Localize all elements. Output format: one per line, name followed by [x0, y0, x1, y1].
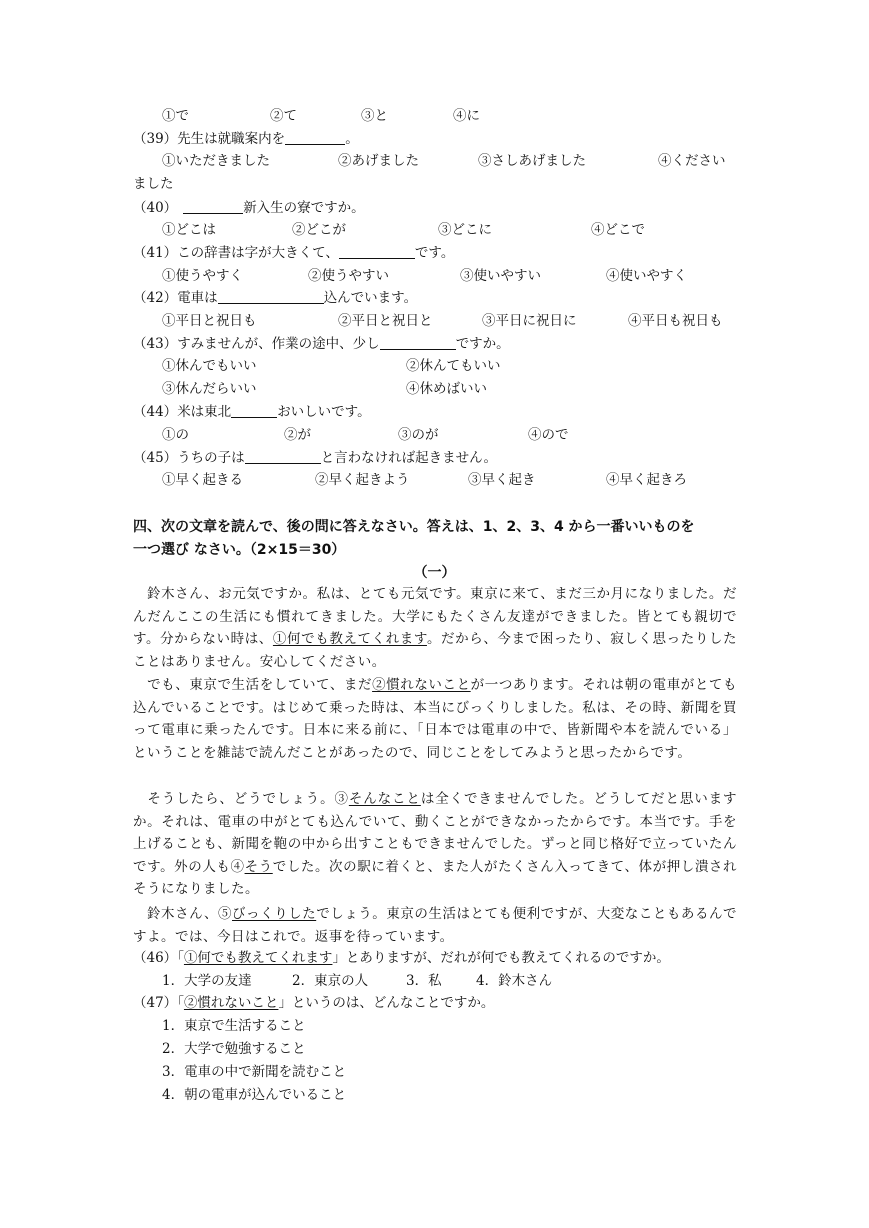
- question-text-end: おいしいです。: [277, 404, 371, 420]
- q46-option-2: 2．東京の人: [292, 973, 369, 989]
- q40-option-4: ④どこで: [591, 222, 645, 238]
- question-text: うちの子は: [177, 450, 245, 466]
- quoted-phrase: ①何でも教えてくれます: [183, 950, 333, 966]
- q39-option-4: ④ください: [658, 153, 726, 169]
- question-text: この辞書は字が大きくて、: [177, 245, 339, 261]
- question-text: 」というのは、どんなことですか。: [278, 995, 495, 1011]
- question-number: （41）: [133, 245, 178, 261]
- q42-option-3: ③平日に祝日に: [482, 313, 577, 329]
- question-number: （44）: [133, 404, 178, 420]
- question-number: （43）: [133, 336, 178, 352]
- q44-option-1: ①の: [162, 427, 189, 443]
- question-number: （45）: [133, 450, 178, 466]
- question-text: 米は東北: [177, 404, 232, 420]
- q45-option-3: ③早く起き: [468, 472, 536, 488]
- question-text: 先生は就職案内を: [177, 131, 286, 147]
- quoted-phrase: ②慣れないこと: [183, 995, 279, 1011]
- q47-stem: [133, 993, 494, 1013]
- q41-option-1: ①使うやすく: [162, 268, 243, 284]
- passage-paragraph-1: [133, 583, 737, 673]
- q43-option-3: ③休んだらいい: [162, 381, 257, 397]
- q39-option-2: ②あげました: [338, 153, 419, 169]
- q45-option-1: ①早く起きる: [162, 472, 243, 488]
- q41-stem: [133, 243, 454, 263]
- answer-blank: [218, 289, 324, 304]
- q47-option-3: 3．電車の中で新聞を読むこと: [162, 1064, 347, 1080]
- underlined-phrase-1: ①何でも教えてくれます: [272, 631, 427, 648]
- question-number: （47）: [133, 995, 178, 1011]
- q47-option-2: 2．大学で勉強すること: [162, 1041, 306, 1057]
- q38-option-2: ②て: [270, 108, 297, 124]
- q43-stem: [133, 334, 510, 354]
- q39-option-4-wrap: ました: [133, 176, 174, 192]
- q42-option-2: ②平日と祝日と: [338, 313, 433, 329]
- answer-blank: [231, 403, 277, 418]
- question-text: すみませんが、作業の途中、少し: [177, 336, 380, 352]
- passage-text: そうしたら、どうでしょう。③: [133, 791, 349, 807]
- question-text: 新入生の寮ですか。: [243, 200, 365, 216]
- question-text-end: と言わなければ起きません。: [320, 450, 497, 466]
- q43-option-2: ②休んてもいい: [406, 358, 501, 374]
- passage-subheading-text: （一）: [413, 565, 456, 581]
- q45-option-2: ②早く起きよう: [315, 472, 410, 488]
- q38-option-4: ④に: [453, 108, 480, 124]
- q47-option-1: 1．東京で生活すること: [162, 1018, 306, 1034]
- q45-option-4: ④早く起きろ: [606, 472, 687, 488]
- answer-blank: [285, 130, 345, 145]
- passage-text: は全くできませんでした。どうしてだと思いますか。それは、電車の中がとても込んでいて、動くことができなかったからです。本当です。手を上げることも、新聞を鞄の中から出すこともできませんでした。ずっと同じ格好で立っていたんです。外の人も④: [133, 791, 738, 875]
- underlined-phrase-2: ②慣れないこと: [372, 677, 471, 693]
- passage-text: でした。次の駅に着くと、また人がたくさん入ってきて、体が押し潰されそうになりました。: [133, 858, 738, 898]
- question-text-end: 込んでいます。: [323, 290, 418, 306]
- section-heading-line1: 四、次の文章を読んで、後の問に答えなさい。答えは、1、2、3、4 から一番いいものを: [133, 519, 695, 535]
- q46-option-1: 1．大学の友達: [162, 973, 252, 989]
- passage-text: でしょう。東京の生活はとても便利ですが、大変なこともあるんですよ。では、今日はこれで。返事を待っています。: [133, 906, 738, 945]
- question-text-end: 。: [345, 131, 359, 147]
- q39-option-3: ③さしあげました: [478, 153, 586, 169]
- q40-option-1: ①どこは: [162, 222, 216, 238]
- question-number: （40）: [133, 200, 178, 216]
- q44-stem: [133, 402, 371, 422]
- question-text-end: ですか。: [455, 336, 510, 352]
- q46-option-3: 3．私: [406, 973, 442, 989]
- q44-option-4: ④ので: [528, 427, 569, 443]
- passage-text: 。だから、今まで困ったり、寂しく思ったりしたことはありません。安心してください。: [133, 631, 738, 670]
- q42-option-4: ④平日も祝日も: [628, 313, 723, 329]
- question-text: 」とありますが、だれが何でも教えてくれるのですか。: [332, 950, 670, 966]
- q43-option-4: ④休めばいい: [406, 381, 487, 397]
- q40-option-2: ②どこが: [292, 222, 346, 238]
- q42-stem: [133, 288, 417, 308]
- underlined-phrase-4: そう: [244, 858, 273, 875]
- q45-stem: [133, 448, 497, 468]
- question-number: （42）: [133, 290, 178, 306]
- q40-option-3: ③どこに: [438, 222, 492, 238]
- question-number: （39）: [133, 131, 178, 147]
- passage-paragraph-3: [133, 788, 737, 901]
- q41-option-2: ②使うやすい: [308, 268, 389, 284]
- q43-option-1: ①休んでもいい: [162, 358, 257, 374]
- answer-blank: [183, 199, 243, 214]
- q46-stem: [133, 948, 670, 968]
- underlined-phrase-3: そんなこと: [348, 791, 421, 807]
- passage-subheading: [0, 563, 869, 583]
- answer-blank: [380, 335, 456, 350]
- q40-stem: [133, 198, 365, 218]
- question-number: （46）: [133, 950, 178, 966]
- question-text-end: です。: [414, 245, 455, 261]
- quote-open: 「: [177, 995, 184, 1011]
- passage-text: 鈴木さん、お元気ですか。私は、とても元気です。東京に来て、まだ三か月になりました。だんだんここの生活にも慣れてきました。大学にもたくさん友達ができました。皆とても親切です。分からない時は、: [133, 586, 737, 648]
- answer-blank: [339, 244, 415, 259]
- passage-paragraph-2: [133, 674, 737, 764]
- passage-paragraph-4: [133, 903, 737, 948]
- q38-option-1: ①で: [162, 108, 189, 124]
- q41-option-3: ③使いやすい: [460, 268, 541, 284]
- q38-option-3: ③と: [361, 108, 388, 124]
- section-heading-line2: 一つ選び なさい。（2×15＝30）: [133, 542, 346, 558]
- q39-stem: [133, 129, 359, 149]
- question-text: 電車は: [177, 290, 218, 306]
- underlined-phrase-5: びっくりした: [232, 906, 317, 922]
- passage-text: が一つあります。それは朝の電車がとても込んでいることです。はじめて乗った時は、本当にびっくりしました。私は、その時、新聞を買って電車に乗ったんです。日本に来る前に、「日本では電車の中で、皆新聞や本を読んでいる」ということを雑誌で読んだことがあったので、同じことをしてみようと思ったからです。: [133, 677, 738, 761]
- q41-option-4: ④使いやすく: [606, 268, 687, 284]
- q46-option-4: 4．鈴木さん: [476, 973, 553, 989]
- passage-text: 鈴木さん、⑤: [133, 906, 233, 922]
- q47-option-4: 4．朝の電車が込んでいること: [162, 1087, 347, 1103]
- answer-blank: [245, 449, 321, 464]
- q44-option-3: ③のが: [398, 427, 439, 443]
- q39-option-1: ①いただきました: [162, 153, 270, 169]
- q42-option-1: ①平日と祝日も: [162, 313, 257, 329]
- quote-open: 「: [177, 950, 184, 966]
- q44-option-2: ②が: [284, 427, 311, 443]
- passage-text: でも、東京で生活をしていて、まだ: [133, 677, 373, 693]
